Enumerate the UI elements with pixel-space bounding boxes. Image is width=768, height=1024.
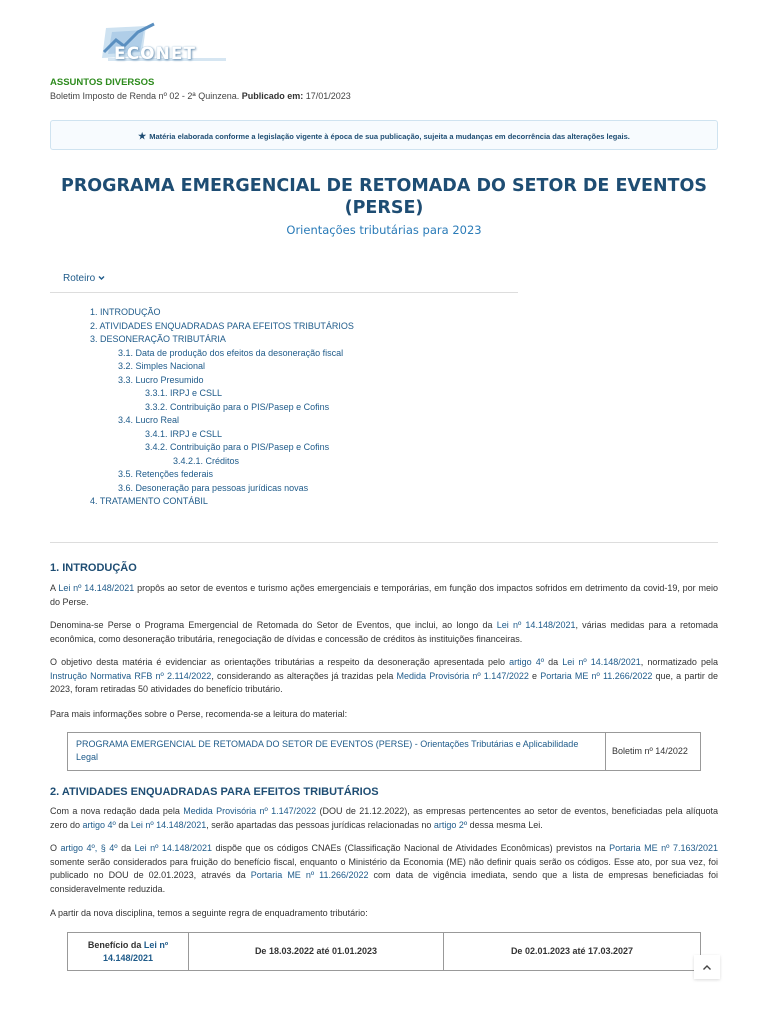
paragraph (50, 619, 718, 646)
toc-item-3-3[interactable]: 3.3. Lucro Presumido (118, 374, 204, 385)
text: A (50, 583, 59, 593)
toc-item-introducao[interactable]: 1. INTRODUÇÃO (90, 307, 161, 317)
paragraph (50, 842, 718, 896)
logo-text: ECONET (114, 44, 196, 64)
link-artigo-2[interactable]: artigo 2º (433, 819, 468, 830)
link-artigo-4[interactable]: artigo 4º (82, 819, 116, 830)
link-lei-14148[interactable]: Lei nº 14.148/2021 (130, 819, 207, 830)
toc-item-3-2[interactable]: 3.2. Simples Nacional (118, 361, 206, 371)
toc-item-tratamento[interactable]: 4. TRATAMENTO CONTÁBIL (90, 496, 208, 506)
toc-item-3-3-1[interactable]: 3.3.1. IRPJ e CSLL (145, 388, 223, 398)
chevron-down-icon (98, 275, 105, 281)
text: que, a partir de 2023, foram retiradas 50 atividades do benefício tributário. (50, 670, 719, 694)
text: dispõe que os códigos CNAEs (Classificação Nacional de Atividades Econômicas) previstos na (211, 843, 610, 853)
link-portaria-11266[interactable]: Portaria ME nº 11.266/2022 (540, 670, 653, 681)
published-label: Publicado em: (241, 91, 304, 101)
text: propôs ao setor de eventos e turismo ações emergenciais e temporárias, em função dos impactos sofridos em detrimento da covid-19, por meio do Perse. (50, 583, 718, 607)
paragraph (50, 805, 718, 832)
roteiro-divider (50, 292, 518, 293)
published-date: 17/01/2023 (303, 91, 351, 101)
text: da (115, 819, 131, 830)
toc-item-3-6[interactable]: 3.6. Desoneração para pessoas jurídicas novas (118, 482, 309, 493)
text: Com a nova redação dada pela (50, 806, 184, 816)
text: somente serão considerados para fruição do benefício fiscal, enquanto o Ministério da Economia (ME) não definir quais serão os códigos. Esse ato, por sua vez, foi publicado no DOU de 02.01.2023, através da (50, 856, 718, 880)
table-header-cell: De 18.03.2022 até 01.01.2023 (189, 933, 444, 970)
text: (DOU de 21.12.2022), as empresas pertencentes ao setor de eventos, beneficiadas pela alíquota zero do (50, 806, 718, 830)
toc-item-3-4-1[interactable]: 3.4.1. IRPJ e CSLL (145, 428, 223, 439)
back-to-top-button[interactable] (694, 955, 720, 979)
text: , várias medidas para a retomada econômica, como desoneração tributária, renegociação de dívidas e concessão de créditos às instituições financeiras. (50, 620, 718, 644)
text: O objetivo desta matéria é evidenciar as orientações tributárias a respeito da desoneração apresentada pelo (50, 657, 510, 667)
reference-link[interactable]: PROGRAMA EMERGENCIAL DE RETOMADA DO SETOR DE EVENTOS (PERSE) - Orientações Tributárias e Aplicabilidade Legal (68, 733, 606, 770)
toc-item-atividades[interactable]: 2. ATIVIDADES ENQUADRADAS PARA EFEITOS TRIBUTÁRIOS (90, 320, 354, 331)
table-header-cell: De 02.01.2023 até 17.03.2027 (510, 945, 634, 956)
toc-item-3-4[interactable]: 3.4. Lucro Real (118, 415, 180, 425)
star-icon: ★ (138, 131, 147, 141)
link-medida-provisoria[interactable]: Medida Provisória nº 1.147/2022 (183, 806, 317, 816)
legal-notice (50, 120, 718, 150)
link-instrucao-normativa[interactable]: Instrução Normativa RFB nº 2.114/2022 (50, 670, 212, 681)
text: , normatizado pela (640, 657, 719, 667)
rule-table (67, 932, 701, 971)
text (68, 939, 188, 965)
toc-item-desoneracao[interactable]: 3. DESONERAÇÃO TRIBUTÁRIA (90, 334, 226, 344)
table-header-cell (68, 933, 189, 970)
text: Denomina-se Perse o Programa Emergencial de Retomada do Setor de Eventos, que inclui, ao longo da (50, 620, 497, 630)
chevron-up-icon (702, 964, 712, 971)
paragraph (50, 582, 718, 609)
page-subtitle: Orientações tributárias para 2023 (286, 223, 482, 237)
link-artigo-4-par-4[interactable]: artigo 4º, § 4º (60, 843, 118, 853)
paragraph: A partir da nova disciplina, temos a seguinte regra de enquadramento tributário: (50, 908, 368, 918)
link-portaria-11266[interactable]: Portaria ME nº 11.266/2022 (250, 870, 369, 880)
roteiro-toggle[interactable] (63, 272, 105, 287)
toc-item-3-3-2[interactable]: 3.3.2. Contribuição para o PIS/Pasep e Cofins (145, 401, 330, 412)
page-title: PROGRAMA EMERGENCIAL DE RETOMADA DO SETOR DE EVENTOS (PERSE) (61, 176, 707, 218)
text: da (544, 657, 563, 667)
link-artigo-4[interactable]: artigo 4º (509, 657, 545, 667)
section-heading-introducao: 1. INTRODUÇÃO (50, 562, 137, 574)
link-lei-14148[interactable]: Lei nº 14.148/2021 (562, 657, 641, 667)
reference-bulletin: Boletim nº 14/2022 (612, 746, 688, 756)
section-heading-atividades: 2. ATIVIDADES ENQUADRADAS PARA EFEITOS TRIBUTÁRIOS (50, 786, 379, 798)
toc-item-3-4-2-1[interactable]: 3.4.2.1. Créditos (173, 455, 240, 466)
paragraph: Para mais informações sobre o Perse, recomenda-se a leitura do material: (50, 709, 348, 719)
roteiro-label: Roteiro (63, 273, 96, 284)
bulletin-info (50, 90, 351, 103)
reference-table (67, 732, 701, 771)
link-lei-14148[interactable]: Lei nº 14.148/2021 (58, 583, 135, 593)
toc-item-3-4-2[interactable]: 3.4.2. Contribuição para o PIS/Pasep e Cofins (145, 442, 330, 452)
link-lei-14148[interactable]: Lei nº 14.148/2021 (496, 620, 576, 630)
text: O (50, 843, 61, 853)
text: e (528, 670, 541, 681)
link-lei-14148[interactable]: Lei nº 14.148/2021 (134, 843, 212, 853)
link-medida-provisoria[interactable]: Medida Provisória nº 1.147/2022 (396, 670, 529, 681)
text: dessa mesma Lei. (467, 819, 543, 830)
section-divider (50, 542, 718, 543)
link-lei-14148[interactable]: Lei nº 14.148/2021 (102, 939, 169, 963)
text: com data de vigência imediata, sendo que a lista de empresas beneficiadas foi consideravelmente reduzida. (50, 870, 718, 894)
text: da (117, 843, 135, 853)
link-portaria-7163[interactable]: Portaria ME nº 7.163/2021 (609, 843, 718, 853)
text: , serão apartadas das pessoas jurídicas relacionadas no (206, 819, 434, 830)
text: Benefício da (87, 939, 144, 950)
toc-item-3-5[interactable]: 3.5. Retenções federais (118, 469, 214, 479)
paragraph (50, 656, 718, 697)
notice-text: Matéria elaborada conforme a legislação vigente à época de sua publicação, sujeita a mudanças em decorrência das alterações legais. (149, 132, 630, 141)
bulletin-prefix: Boletim Imposto de Renda nº 02 - 2ª Quinzena. (50, 91, 242, 101)
subject-label: ASSUNTOS DIVERSOS (50, 77, 155, 88)
toc-item-3-1[interactable]: 3.1. Data de produção dos efeitos da desoneração fiscal (118, 347, 344, 358)
text: , considerando as alterações já trazidas pela (211, 670, 397, 681)
